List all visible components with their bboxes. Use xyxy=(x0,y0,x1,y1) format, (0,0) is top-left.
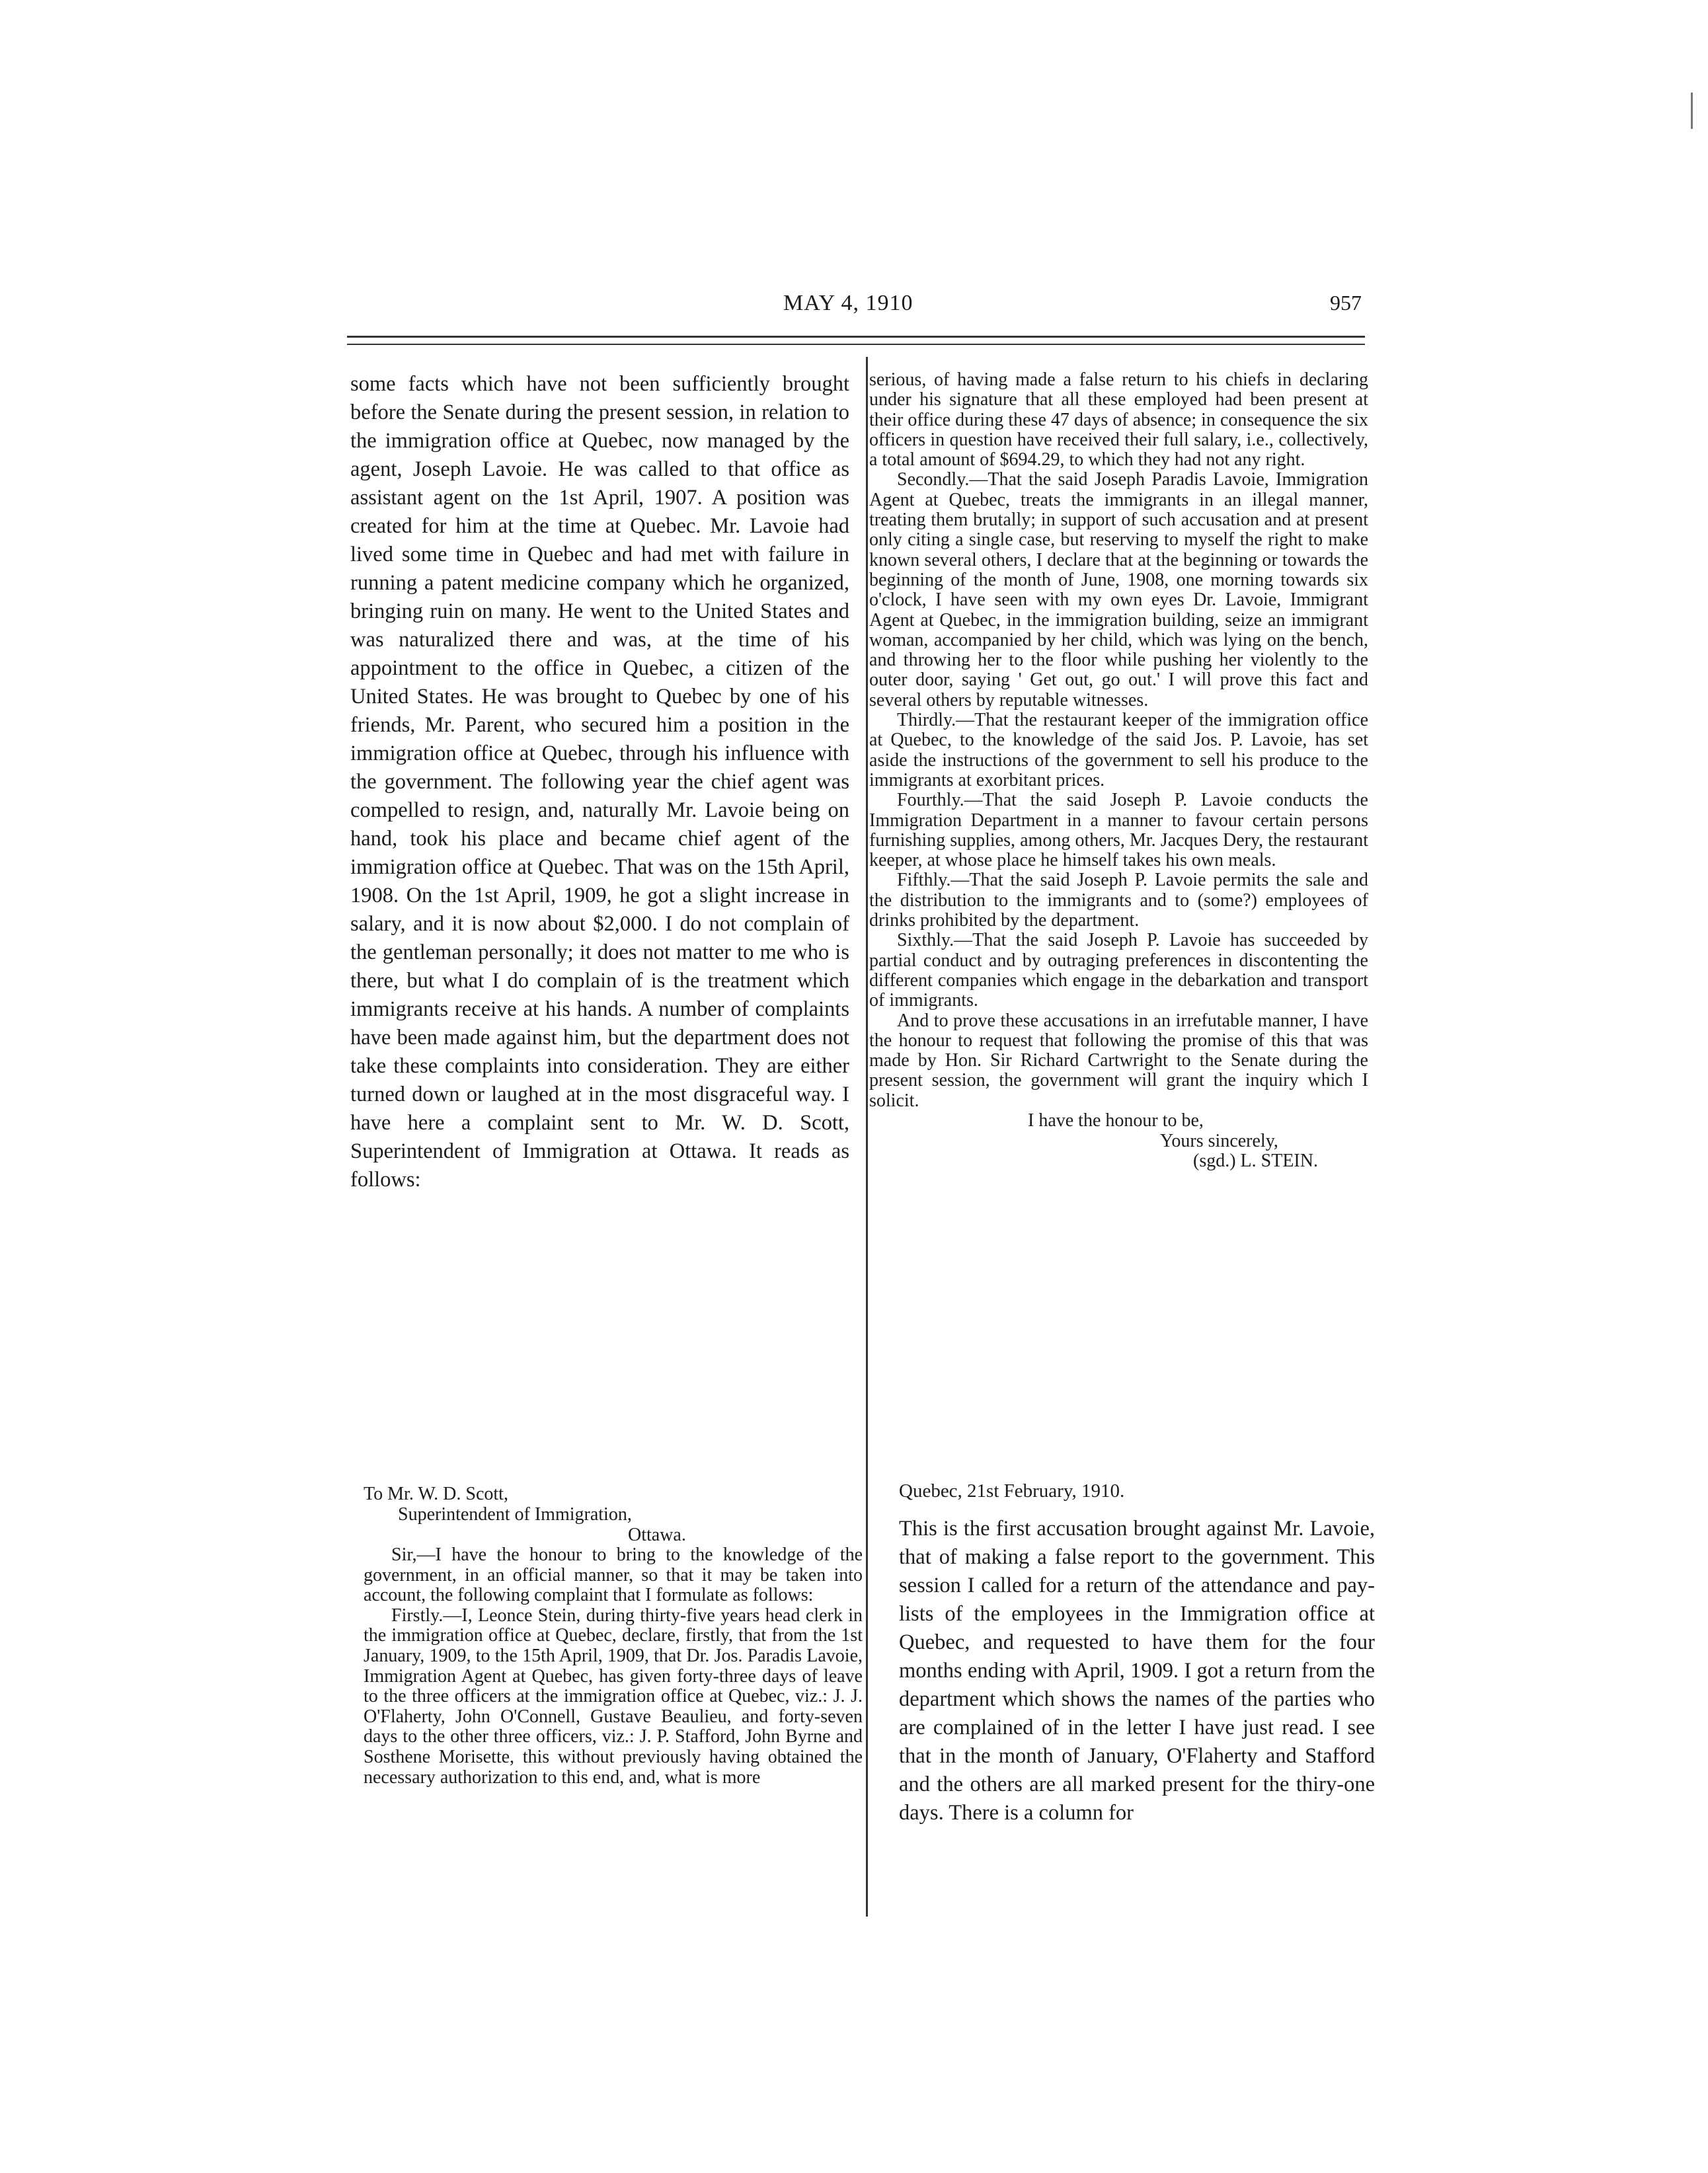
letter-signature: (sgd.) L. STEIN. xyxy=(1193,1151,1318,1172)
letter-paragraph: And to prove these accusations in an irrefutable manner, I have the honour to request that following the promise of this that was made by Hon. Sir Richard Cartwright to the Senate during the present session, the government will grant the inquiry which I solicit. xyxy=(869,1010,1368,1111)
scan-edge-mark xyxy=(1691,93,1693,129)
letter-paragraph: Fifthly.—That the said Joseph P. Lavoie permits the sale and the distribution to the immigrants and to (some?) employees of drinks prohibited by the department. xyxy=(869,870,1368,931)
page-number: 957 xyxy=(1330,291,1362,315)
address-line: Ottawa. xyxy=(628,1525,686,1545)
body-paragraph: This is the first accusation brought against Mr. Lavoie, that of making a false report to the government. This session I called for a return of the attendance and pay-lists of the employees in the Immigration office at Quebec, and requested to have them for the four months ending with April, 1909. I got a return from the department which shows the names of the parties who are complained of in the letter I have just read. I see that in the month of January, O'Flaherty and Stafford and the others are all marked present for the thiry-one days. There is a column for xyxy=(899,1517,1375,1825)
address-line: To Mr. W. D. Scott, xyxy=(364,1484,508,1504)
page-header xyxy=(350,291,1362,330)
letter-start xyxy=(364,1484,863,1788)
column-divider xyxy=(866,357,868,1917)
header-rule-thin xyxy=(347,344,1365,345)
letter-closing: Yours sincerely, xyxy=(1160,1130,1278,1151)
letter-paragraph: Sixthly.—That the said Joseph P. Lavoie has succeeded by partial conduct and by outraging preferences in discontenting the different companies which engage in the debarkation and transport of immigrants. xyxy=(869,930,1368,1011)
body-paragraph: some facts which have not been sufficiently brought before the Senate during the present session, in relation to the immigration office at Quebec, now managed by the agent, Joseph Lavoie. He was called to that office as assistant agent on the 1st April, 1907. A position was created for him at the time at Quebec. Mr. Lavoie had lived some time in Quebec and had met with failure in running a patent medicine company which he organized, bringing ruin on many. He went to the United States and was naturalized there and was, at the time of his appointment to the office in Quebec, a citizen of the United States. He was brought to Quebec by one of his friends, Mr. Parent, who secured him a position in the immigration office at Quebec, through his influence with the government. The following year the chief agent was compelled to resign, and, naturally Mr. Lavoie being on hand, took his place and became chief agent of the immigration office at Quebec. That was on the 15th April, 1908. On the 1st April, 1909, he got a slight increase in salary, and it is now about $2,000. I do not complain of the gentleman personally; it does not matter to me who is there, but what I do complain of is the treatment which immigrants receive at his hands. A number of complaints have been made against him, but the department does not take these complaints into consideration. They are either turned down or laughed at in the most disgraceful way. I have here a complaint sent to Mr. W. D. Scott, Superintendent of Immigration at Ottawa. It reads as follows: xyxy=(350,372,849,1192)
address-line: Superintendent of Immigration, xyxy=(398,1504,632,1525)
letter-closing: I have the honour to be, xyxy=(1028,1110,1204,1131)
letter-paragraph: serious, of having made a false return to his chiefs in declaring under his signature that all these employed had been present at their office during these 47 days of absence; in consequence the six officers in question have received their full salary, i.e., collectively, a total amount of $694.29, to which they had not any right. xyxy=(869,369,1368,471)
right-column-body xyxy=(899,1515,1375,1827)
letter-paragraph: Thirdly.—That the restaurant keeper of the immigration office at Quebec, to the knowledge of the said Jos. P. Lavoie, has set aside the instructions of the government to sell his produce to the immigrants at exorbitant prices. xyxy=(869,710,1368,790)
letter-paragraph: Firstly.—I, Leonce Stein, during thirty-five years head clerk in the immigration office at Quebec, declare, firstly, that from the 1st January, 1909, to the 15th April, 1909, that Dr. Jos. Paradis Lavoie, Immigration Agent at Quebec, has given forty-three days of leave to the three officers at the immigration office at Quebec, viz.: J. J. O'Flaherty, John O'Connell, Gustave Beaulieu, and forty-seven days to the other three officers, viz.: J. P. Stafford, John Byrne and Sosthene Morisette, this without previously having obtained the necessary authorization to this end, and, what is more xyxy=(364,1605,863,1788)
header-rule xyxy=(347,336,1365,338)
right-column-letter xyxy=(869,370,1368,1172)
letter-paragraph: Fourthly.—That the said Joseph P. Lavoie conducts the Immigration Department in a manner to favour certain persons furnishing supplies, among others, Mr. Jacques Dery, the restaurant keeper, at whose place he himself takes his own meals. xyxy=(869,790,1368,871)
page-date: MAY 4, 1910 xyxy=(783,291,913,315)
letter-paragraph: Sir,—I have the honour to bring to the knowledge of the government, in an official manner, so that it may be taken into account, the following complaint that I formulate as follows: xyxy=(364,1544,863,1606)
left-column-body xyxy=(350,370,849,1194)
letter-dateline: Quebec, 21st February, 1910. xyxy=(899,1480,1125,1502)
letter-address xyxy=(364,1484,863,1545)
letter-paragraph: Secondly.—That the said Joseph Paradis Lavoie, Immigration Agent at Quebec, treats the immigrants in an illegal manner, treating them brutally; in support of such accusation and at present only citing a single case, but reserving to myself the right to make known several others, I declare that at the beginning or towards the beginning of the month of June, 1908, one morning towards six o'clock, I have seen with my own eyes Dr. Lavoie, Immigrant Agent at Quebec, in the immigration building, seize an immigrant woman, accompanied by her child, which was lying on the bench, and throwing her to the floor while pushing her violently to the outer door, saying ' Get out, go out.' I will prove this fact and several others by reputable witnesses. xyxy=(869,469,1368,710)
